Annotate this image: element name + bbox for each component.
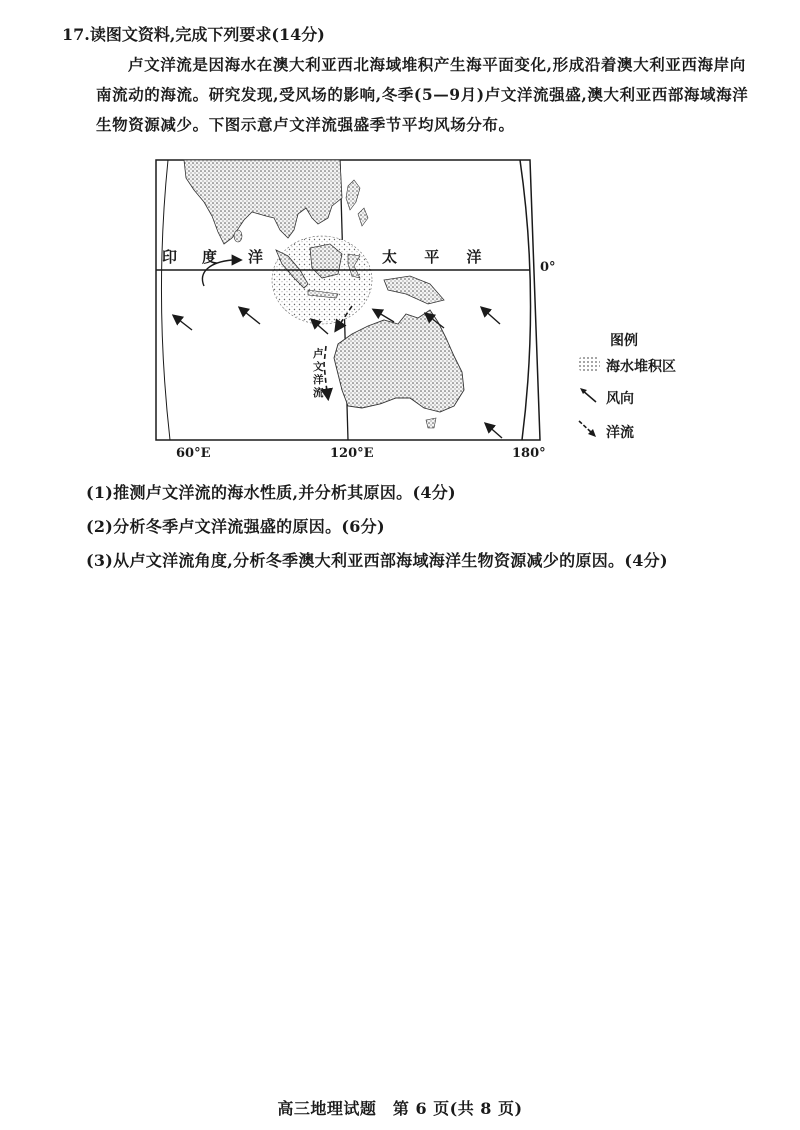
wind-arrow [174, 316, 192, 330]
page-footer: 高三地理试题 第 6 页(共 8 页) [277, 1099, 523, 1118]
new-guinea [384, 276, 444, 304]
wind-field-map [148, 158, 708, 468]
lon-label-180: 180° [512, 446, 546, 461]
lon-label-120e: 120°E [330, 446, 374, 461]
legend-wind-icon [576, 386, 600, 406]
lon-label-60e: 60°E [176, 446, 211, 461]
equator-label: 0° [540, 260, 556, 275]
legend-wind: 风向 [606, 391, 634, 407]
task-2: (2)分析冬季卢文洋流强盛的原因。(6分) [86, 517, 385, 536]
legend-accumulation: 海水堆积区 [606, 359, 676, 375]
question-title: 17.读图文资料,完成下列要求(14分) [62, 25, 325, 44]
ocean-label-yin: 印 [162, 248, 180, 266]
task-3: (3)从卢文洋流角度,分析冬季澳大利亚西部海域海洋生物资源减少的原因。(4分) [86, 551, 668, 570]
ocean-label-pacific: 太 平 洋 [382, 248, 484, 266]
wind-arrow [486, 424, 502, 438]
current-label: 卢文洋流 [313, 348, 324, 399]
legend-title: 图例 [610, 333, 638, 349]
legend-current-icon [576, 418, 600, 440]
question-paragraph: 卢文洋流是因海水在澳大利亚西北海域堆积产生海平面变化,形成沿着澳大利亚西海岸向南流动的海流。研究发现,受风场的影响,冬季(5—9月)卢文洋流强盛,澳大利亚西部海域海洋生物资源减少。下图示意卢文洋流强盛季节平均风场分布。 [96, 55, 749, 134]
legend-current: 洋流 [606, 425, 634, 441]
ocean-label-yang: 洋 [248, 248, 266, 266]
wind-arrow [482, 308, 500, 324]
wind-arrow [240, 308, 260, 324]
australia [334, 310, 464, 412]
asia-landmass [184, 160, 342, 244]
task-1: (1)推测卢文洋流的海水性质,并分析其原因。(4分) [86, 483, 456, 502]
ocean-label-du: 度 [202, 248, 220, 266]
legend-accumulation-swatch [578, 356, 600, 372]
